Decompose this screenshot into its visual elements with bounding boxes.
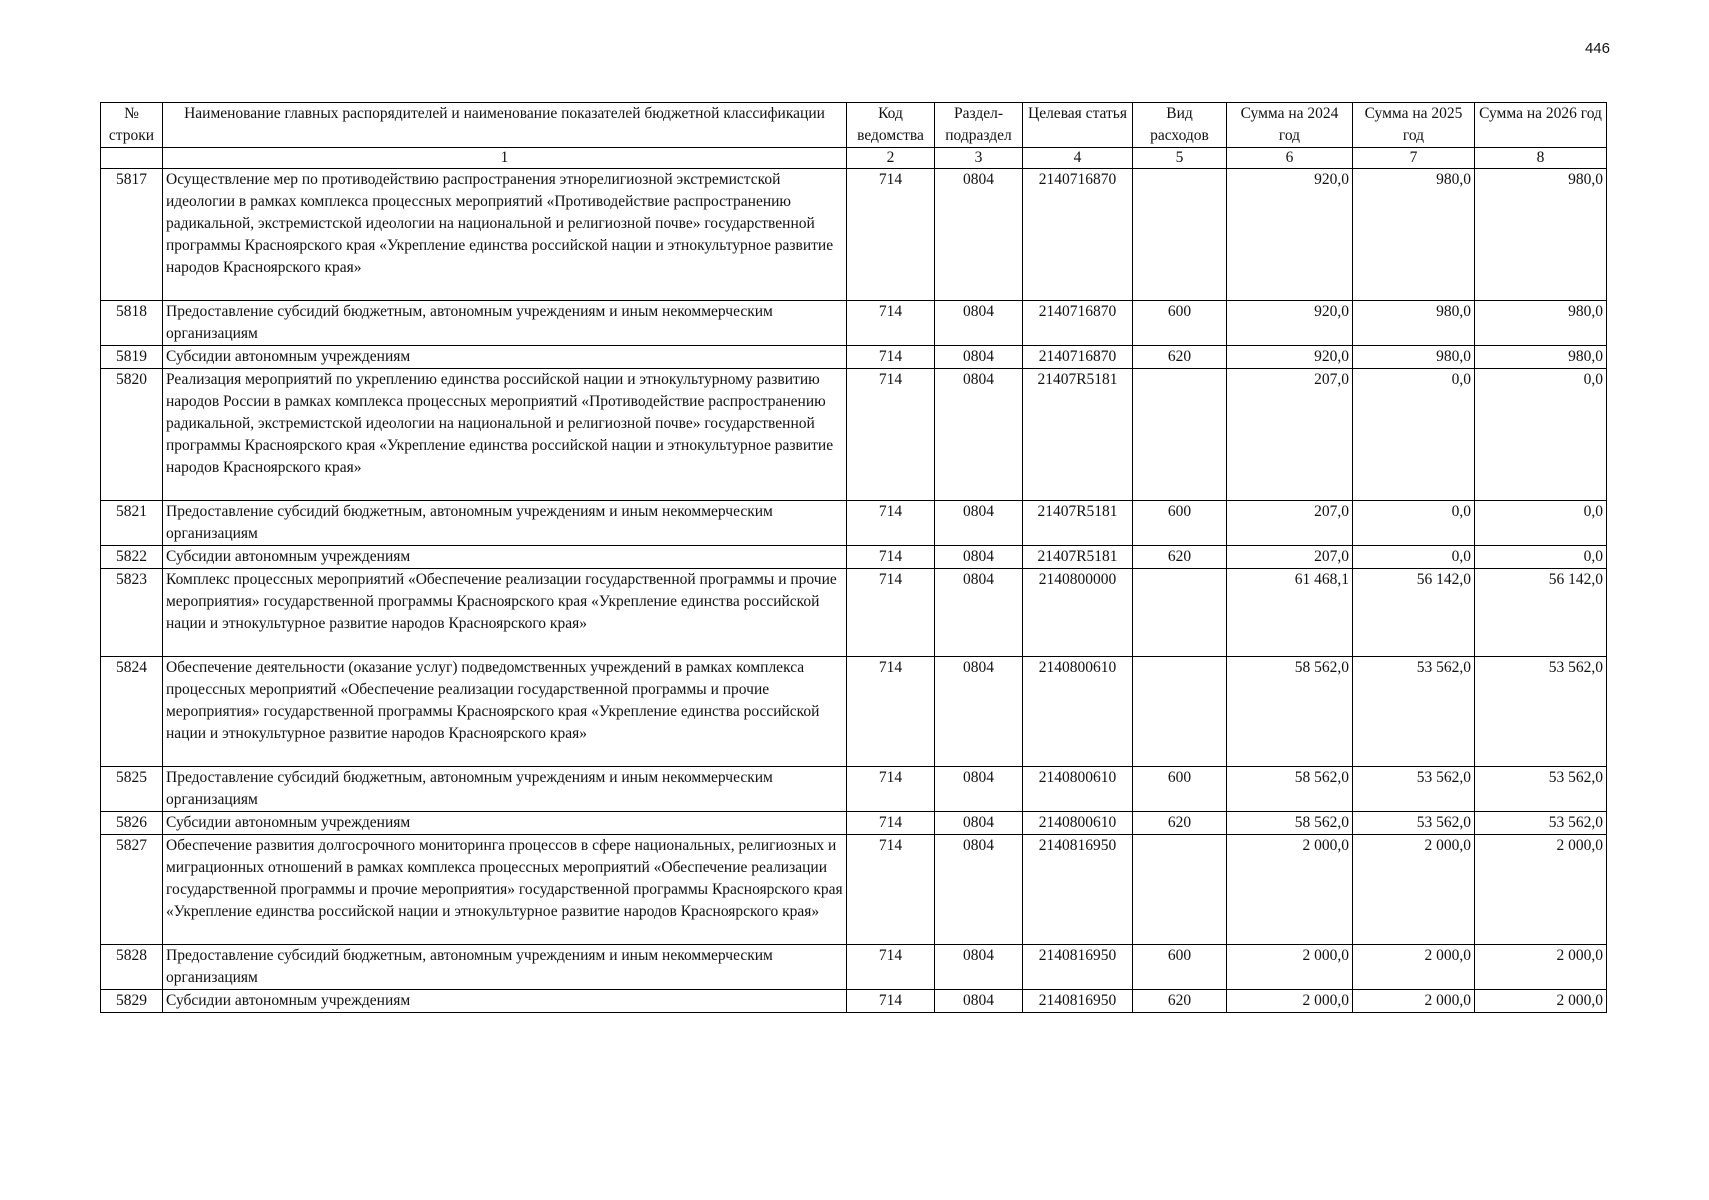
row-dept-code: 714 [847, 546, 935, 569]
row-expense-type: 600 [1133, 767, 1227, 812]
row-sum-2024: 58 562,0 [1227, 767, 1353, 812]
row-expense-type: 620 [1133, 990, 1227, 1013]
table-row [101, 301, 1607, 346]
row-sum-2025: 0,0 [1353, 546, 1475, 569]
column-number: 6 [1227, 148, 1353, 169]
column-number: 1 [163, 148, 847, 169]
row-dept-code: 714 [847, 169, 935, 301]
column-number: 5 [1133, 148, 1227, 169]
row-expense-type: 620 [1133, 812, 1227, 835]
row-number: 5823 [101, 569, 163, 657]
row-sum-2024: 207,0 [1227, 369, 1353, 501]
table-row [101, 835, 1607, 945]
row-sum-2026: 53 562,0 [1475, 812, 1607, 835]
table-row [101, 501, 1607, 546]
row-name: Субсидии автономным учреждениям [163, 346, 847, 369]
row-number: 5827 [101, 835, 163, 945]
row-number: 5828 [101, 945, 163, 990]
row-sum-2024: 920,0 [1227, 346, 1353, 369]
column-number: 2 [847, 148, 935, 169]
row-sum-2025: 0,0 [1353, 369, 1475, 501]
row-dept-code: 714 [847, 501, 935, 546]
header-section: Раздел-подраздел [935, 103, 1023, 148]
row-sum-2026: 56 142,0 [1475, 569, 1607, 657]
row-number: 5822 [101, 546, 163, 569]
table-row [101, 767, 1607, 812]
table-row [101, 812, 1607, 835]
row-name: Субсидии автономным учреждениям [163, 990, 847, 1013]
row-name: Предоставление субсидий бюджетным, автономным учреждениям и иным некоммерческим организациям [163, 501, 847, 546]
row-name: Предоставление субсидий бюджетным, автономным учреждениям и иным некоммерческим организациям [163, 301, 847, 346]
row-number: 5829 [101, 990, 163, 1013]
row-expense-type: 620 [1133, 346, 1227, 369]
row-section: 0804 [935, 835, 1023, 945]
header-sum-2024: Сумма на 2024 год [1227, 103, 1353, 148]
row-sum-2025: 0,0 [1353, 501, 1475, 546]
row-dept-code: 714 [847, 569, 935, 657]
row-sum-2024: 2 000,0 [1227, 990, 1353, 1013]
row-target: 2140716870 [1023, 301, 1133, 346]
row-section: 0804 [935, 569, 1023, 657]
budget-table [100, 102, 1607, 1013]
row-target: 2140816950 [1023, 990, 1133, 1013]
row-number: 5820 [101, 369, 163, 501]
row-expense-type: 620 [1133, 546, 1227, 569]
header-target: Целевая статья [1023, 103, 1133, 148]
row-sum-2026: 53 562,0 [1475, 657, 1607, 767]
row-target: 2140716870 [1023, 169, 1133, 301]
column-numbers-row [101, 148, 1607, 169]
column-number: 8 [1475, 148, 1607, 169]
row-target: 21407R5181 [1023, 501, 1133, 546]
row-number: 5817 [101, 169, 163, 301]
row-sum-2025: 53 562,0 [1353, 657, 1475, 767]
row-section: 0804 [935, 369, 1023, 501]
row-name: Обеспечение развития долгосрочного мониторинга процессов в сфере национальных, религиозных и миграционных отношений в рамках комплекса процессных мероприятий «Обеспечение реализации государственной программы и прочие мероприятия» государственной программы Красноярского края «Укрепление единства российской нации и этнокультурное развитие народов Красноярского края» [163, 835, 847, 945]
row-expense-type [1133, 569, 1227, 657]
row-name: Субсидии автономным учреждениям [163, 812, 847, 835]
row-dept-code: 714 [847, 835, 935, 945]
row-sum-2026: 53 562,0 [1475, 767, 1607, 812]
row-sum-2026: 980,0 [1475, 346, 1607, 369]
column-number: 4 [1023, 148, 1133, 169]
row-sum-2025: 53 562,0 [1353, 767, 1475, 812]
row-sum-2024: 61 468,1 [1227, 569, 1353, 657]
row-name: Субсидии автономным учреждениям [163, 546, 847, 569]
row-target: 2140800610 [1023, 657, 1133, 767]
row-dept-code: 714 [847, 767, 935, 812]
row-sum-2025: 2 000,0 [1353, 835, 1475, 945]
row-name: Реализация мероприятий по укреплению единства российской нации и этнокультурному развитию народов России в рамках комплекса процессных мероприятий «Противодействие распространению радикальной, экстремистской идеологии на национальной и религиозной почве» государственной программы Красноярского края «Укрепление единства российской нации и этнокультурное развитие народов Красноярского края» [163, 369, 847, 501]
row-sum-2024: 2 000,0 [1227, 835, 1353, 945]
row-sum-2024: 207,0 [1227, 501, 1353, 546]
row-sum-2026: 2 000,0 [1475, 835, 1607, 945]
column-number: 7 [1353, 148, 1475, 169]
row-section: 0804 [935, 301, 1023, 346]
row-sum-2024: 920,0 [1227, 169, 1353, 301]
row-dept-code: 714 [847, 990, 935, 1013]
header-row [101, 103, 1607, 148]
row-dept-code: 714 [847, 301, 935, 346]
row-name: Осуществление мер по противодействию распространения этнорелигиозной экстремистской идеологии в рамках комплекса процессных мероприятий «Противодействие распространению радикальной, экстремистской идеологии на национальной и религиозной почве» государственной программы Красноярского края «Укрепление единства российской нации и этнокультурное развитие народов Красноярского края» [163, 169, 847, 301]
row-sum-2024: 58 562,0 [1227, 657, 1353, 767]
row-dept-code: 714 [847, 346, 935, 369]
row-sum-2024: 920,0 [1227, 301, 1353, 346]
row-sum-2025: 2 000,0 [1353, 945, 1475, 990]
row-section: 0804 [935, 657, 1023, 767]
row-number: 5825 [101, 767, 163, 812]
row-dept-code: 714 [847, 657, 935, 767]
row-sum-2024: 2 000,0 [1227, 945, 1353, 990]
row-number: 5821 [101, 501, 163, 546]
header-row-no: № строки [101, 103, 163, 148]
row-sum-2025: 980,0 [1353, 301, 1475, 346]
header-expense-type: Вид расходов [1133, 103, 1227, 148]
row-expense-type: 600 [1133, 501, 1227, 546]
column-number [101, 148, 163, 169]
row-section: 0804 [935, 990, 1023, 1013]
row-dept-code: 714 [847, 369, 935, 501]
table-row [101, 569, 1607, 657]
row-section: 0804 [935, 546, 1023, 569]
row-sum-2026: 980,0 [1475, 301, 1607, 346]
row-target: 2140800610 [1023, 812, 1133, 835]
row-section: 0804 [935, 501, 1023, 546]
header-name: Наименование главных распорядителей и наименование показателей бюджетной классификации [163, 103, 847, 148]
row-target: 2140816950 [1023, 945, 1133, 990]
row-sum-2025: 56 142,0 [1353, 569, 1475, 657]
row-section: 0804 [935, 812, 1023, 835]
row-name: Предоставление субсидий бюджетным, автономным учреждениям и иным некоммерческим организациям [163, 945, 847, 990]
row-number: 5818 [101, 301, 163, 346]
row-name: Предоставление субсидий бюджетным, автономным учреждениям и иным некоммерческим организациям [163, 767, 847, 812]
row-sum-2026: 0,0 [1475, 369, 1607, 501]
row-number: 5819 [101, 346, 163, 369]
row-expense-type: 600 [1133, 301, 1227, 346]
row-dept-code: 714 [847, 812, 935, 835]
table-row [101, 945, 1607, 990]
row-sum-2025: 53 562,0 [1353, 812, 1475, 835]
row-section: 0804 [935, 169, 1023, 301]
row-sum-2026: 2 000,0 [1475, 945, 1607, 990]
row-sum-2025: 980,0 [1353, 346, 1475, 369]
table-row [101, 369, 1607, 501]
row-number: 5824 [101, 657, 163, 767]
row-sum-2025: 980,0 [1353, 169, 1475, 301]
row-dept-code: 714 [847, 945, 935, 990]
row-expense-type [1133, 369, 1227, 501]
row-target: 2140716870 [1023, 346, 1133, 369]
header-sum-2026: Сумма на 2026 год [1475, 103, 1607, 148]
row-name: Комплекс процессных мероприятий «Обеспечение реализации государственной программы и прочие мероприятия» государственной программы Красноярского края «Укрепление единства российской нации и этнокультурное развитие народов Красноярского края» [163, 569, 847, 657]
row-section: 0804 [935, 945, 1023, 990]
row-target: 21407R5181 [1023, 546, 1133, 569]
row-sum-2024: 58 562,0 [1227, 812, 1353, 835]
row-target: 2140800610 [1023, 767, 1133, 812]
row-sum-2026: 980,0 [1475, 169, 1607, 301]
row-sum-2025: 2 000,0 [1353, 990, 1475, 1013]
row-section: 0804 [935, 767, 1023, 812]
row-section: 0804 [935, 346, 1023, 369]
header-sum-2025: Сумма на 2025 год [1353, 103, 1475, 148]
table-row [101, 546, 1607, 569]
row-expense-type [1133, 169, 1227, 301]
row-sum-2026: 2 000,0 [1475, 990, 1607, 1013]
row-number: 5826 [101, 812, 163, 835]
table-row [101, 346, 1607, 369]
row-expense-type [1133, 835, 1227, 945]
row-target: 21407R5181 [1023, 369, 1133, 501]
row-expense-type: 600 [1133, 945, 1227, 990]
row-expense-type [1133, 657, 1227, 767]
row-sum-2026: 0,0 [1475, 501, 1607, 546]
header-dept-code: Код ведомства [847, 103, 935, 148]
page-number: 446 [1584, 40, 1610, 57]
table-row [101, 657, 1607, 767]
row-name: Обеспечение деятельности (оказание услуг) подведомственных учреждений в рамках комплекса процессных мероприятий «Обеспечение реализации государственной программы и прочие мероприятия» государственной программы Красноярского края «Укрепление единства российской нации и этнокультурное развитие народов Красноярского края» [163, 657, 847, 767]
column-number: 3 [935, 148, 1023, 169]
row-target: 2140816950 [1023, 835, 1133, 945]
table-row [101, 990, 1607, 1013]
row-target: 2140800000 [1023, 569, 1133, 657]
row-sum-2024: 207,0 [1227, 546, 1353, 569]
table-row [101, 169, 1607, 301]
row-sum-2026: 0,0 [1475, 546, 1607, 569]
